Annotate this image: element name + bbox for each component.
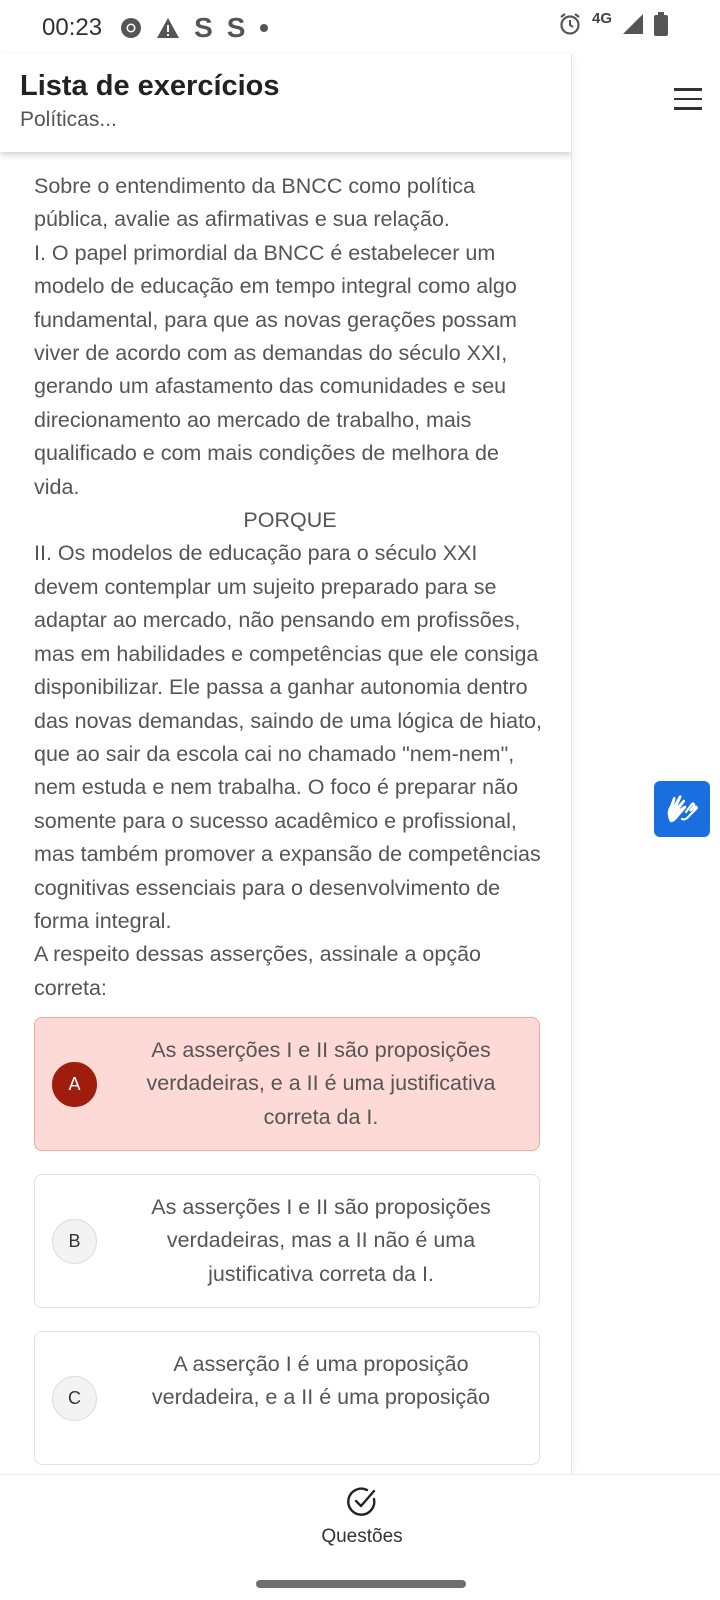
network-type: 4G xyxy=(591,9,612,27)
option-letter-badge: C xyxy=(52,1376,97,1421)
battery-icon xyxy=(654,12,668,36)
answer-options xyxy=(34,1017,540,1488)
option-b[interactable] xyxy=(34,1174,540,1308)
status-time: 00:23 xyxy=(42,14,103,41)
question-paragraph: Sobre o entendimento da BNCC como política pública, avalie as afirmativas e sua relação. xyxy=(34,174,475,232)
panel-header xyxy=(0,54,572,152)
assertion-connector: PORQUE xyxy=(243,508,337,533)
signal-icon xyxy=(622,13,644,35)
assertion-one: I. O papel primordial da BNCC é estabelecer um modelo de educação em tempo integral como algo fundamental, para que as novas gerações possam viver de acordo com as demandas do século XXI, gerando um afastamento das comunidades e seu direcionamento ao mercado de trabalho, mais qualificado e com mais condições de melhora de vida. xyxy=(34,240,517,499)
option-c[interactable] xyxy=(34,1331,540,1465)
option-text: As asserções I e II são proposições verdadeiras, mas a II não é uma justificativa correta da I. xyxy=(151,1195,491,1286)
dot-icon xyxy=(259,23,269,33)
status-bar xyxy=(0,0,720,56)
system-icons xyxy=(558,9,668,36)
nav-questions-label: Questões xyxy=(321,1526,403,1547)
option-text: As asserções I e II são proposições verdadeiras, e a II é uma justificativa correta da I. xyxy=(146,1038,496,1129)
assertion-two: II. Os modelos de educação para o século XXI devem contemplar um sujeito preparado para se adaptar ao mercado, não pensando em profissões, mas em habilidades e competências que ele consiga disponibilizar. Ele passa a ganhar autonomia dentro das novas demandas, saindo de uma lógica de hiato, que ao sair da escola cai no chamado "nem-nem", nem estuda e nem trabalha. O foco é preparar não somente para o sucesso acadêmico e profissional, mas também promover a expansão de competências cognitivas essenciais para o desenvolvimento de forma integral. xyxy=(34,541,542,933)
option-a[interactable] xyxy=(34,1017,540,1151)
option-letter-badge: A xyxy=(52,1062,97,1107)
hands-icon xyxy=(664,792,700,826)
sign-language-icon[interactable] xyxy=(654,781,710,837)
option-text: A asserção I é uma proposição verdadeira, e a II é uma proposição xyxy=(151,1352,491,1410)
page-title: Lista de exercícios xyxy=(20,70,280,102)
nav-questions[interactable] xyxy=(300,1485,424,1548)
s-icon: S xyxy=(194,12,213,43)
warning-icon xyxy=(156,17,180,39)
option-letter-badge: B xyxy=(52,1219,97,1264)
question-text xyxy=(34,170,546,1005)
check-circle-icon xyxy=(345,1485,379,1519)
hamburger-menu-icon[interactable] xyxy=(674,88,704,112)
question-prompt: A respeito dessas asserções, assinale a opção correta: xyxy=(34,942,481,1000)
notification-icons xyxy=(120,12,269,44)
alarm-icon xyxy=(558,12,582,36)
chrome-icon xyxy=(120,17,142,39)
s-icon: S xyxy=(226,12,246,43)
home-indicator[interactable] xyxy=(256,1580,466,1588)
page-subtitle: Políticas... xyxy=(20,108,117,131)
